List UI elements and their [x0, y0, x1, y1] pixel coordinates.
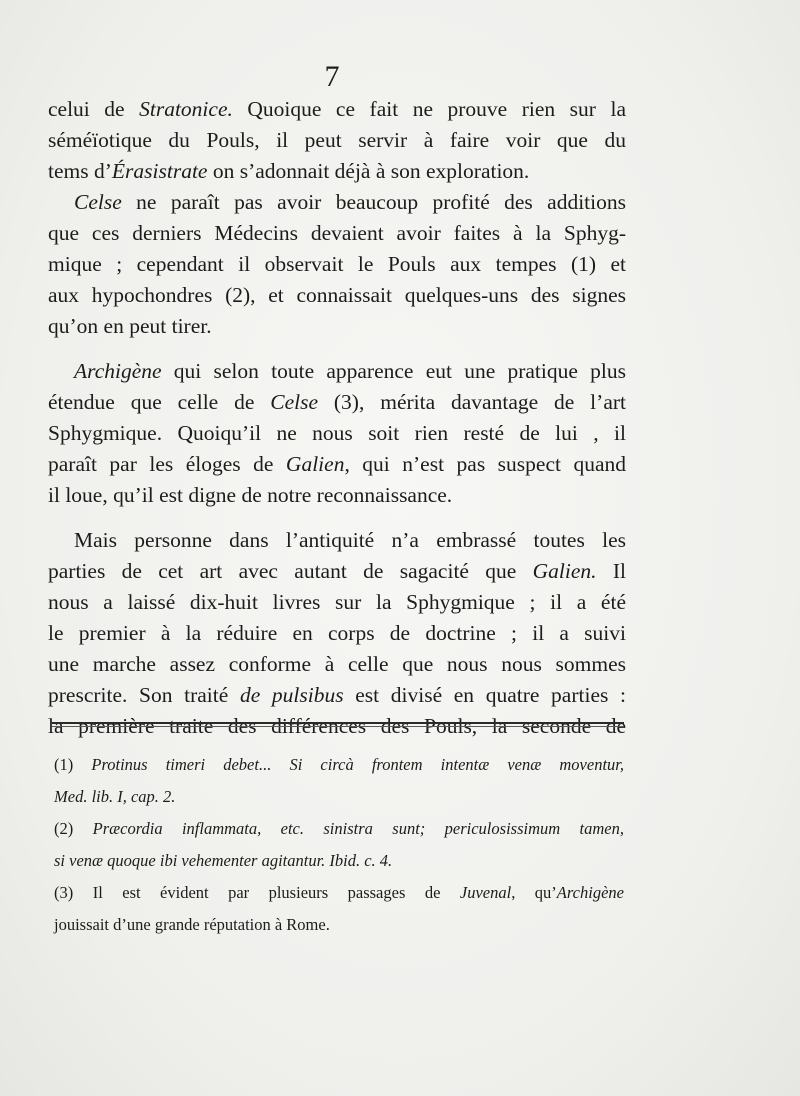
- page-number: 7: [324, 60, 340, 93]
- text-span: on s’adonnait déjà à son exploration.: [207, 159, 530, 183]
- text-span: Quoique ce fait ne prouve rien sur la: [232, 97, 626, 121]
- text-line: [48, 187, 626, 218]
- footnote-3: [54, 880, 624, 938]
- text-line: [48, 356, 626, 387]
- text-line: une marche assez conforme à celle que nous nous sommes: [48, 652, 626, 676]
- text-span: (3), mérita davantage de l’art: [318, 390, 626, 414]
- footnote-number: (2): [54, 819, 93, 838]
- text-span: ne paraît pas avoir beaucoup profité des additions: [121, 190, 626, 214]
- text-line: que ces derniers Médecins devaient avoir faites à la Sphyg-: [48, 221, 626, 245]
- italic-name: Celse: [270, 390, 319, 414]
- text-line: séméïotique du Pouls, il peut servir à faire voir que du: [48, 128, 626, 152]
- main-text: [48, 94, 626, 742]
- footnote-text: , qu’: [511, 883, 557, 902]
- footnote-text: Protinus timeri debet... Si circà frontem intentæ venæ moventur,: [91, 755, 624, 774]
- text-line: Mais personne dans l’antiquité n’a embrassé toutes les: [74, 528, 626, 552]
- italic-name: Archigène: [556, 883, 624, 902]
- italic-title: de pulsibus: [239, 683, 344, 707]
- text-line: [48, 387, 626, 418]
- text-span: prescrite. Son traité: [48, 683, 240, 707]
- footnote-line: jouissait d’une grande réputation à Rome.: [54, 915, 330, 934]
- italic-name: Celse: [74, 190, 122, 214]
- text-span: qui selon toute apparence eut une pratique plus: [161, 359, 626, 383]
- text-line: Sphygmique. Quoiqu’il ne nous soit rien resté de lui , il: [48, 421, 626, 445]
- footnote-number: (1): [54, 755, 92, 774]
- text-line: qu’on en peut tirer.: [48, 314, 212, 338]
- footnote-line: [54, 880, 624, 906]
- text-span: tems d’: [48, 159, 112, 183]
- text-line: [48, 94, 626, 125]
- footnote-line: si venæ quoque ibi vehementer agitantur. Ibid. c. 4.: [54, 851, 393, 870]
- footnote-divider: [52, 722, 624, 724]
- text-line: [48, 449, 626, 480]
- text-line: [48, 556, 626, 587]
- footnote-number: (3): [54, 883, 93, 902]
- italic-name: Érasistrate: [111, 159, 208, 183]
- italic-name: Juvenal: [459, 883, 512, 902]
- footnote-line: [54, 752, 624, 778]
- text-line: nous a laissé dix-huit livres sur la Sphygmique ; il a été: [48, 590, 626, 614]
- text-line: [48, 156, 626, 187]
- text-span: est divisé en quatre parties :: [343, 683, 626, 707]
- italic-name: Galien: [285, 452, 345, 476]
- footnote-line: Med. lib. I, cap. 2.: [54, 787, 176, 806]
- footnote-2: [54, 816, 624, 874]
- footnote-text: Præcordia inflammata, etc. sinistra sunt; periculosissimum tamen,: [92, 819, 624, 838]
- footnote-line: [54, 816, 624, 842]
- text-line: aux hypochondres (2), et connaissait quelques-uns des signes: [48, 283, 626, 307]
- italic-name: Archigène: [74, 359, 162, 383]
- text-line: la première traite des différences des Pouls, la seconde de: [48, 714, 626, 738]
- footnotes: [54, 752, 624, 944]
- text-line: il loue, qu’il est digne de notre reconnaissance.: [48, 483, 453, 507]
- text-line: mique ; cependant il observait le Pouls aux tempes (1) et: [48, 252, 626, 276]
- text-span: Il: [596, 559, 626, 583]
- italic-name: Galien.: [532, 559, 597, 583]
- text-line: le premier à la réduire en corps de doctrine ; il a suivi: [48, 621, 626, 645]
- text-line: [48, 680, 626, 711]
- text-span: étendue que celle de: [48, 390, 271, 414]
- footnote-1: [54, 752, 624, 810]
- footnote-divider-thin: [52, 726, 624, 727]
- text-span: parties de cet art avec autant de sagacité que: [48, 559, 533, 583]
- text-span: paraît par les éloges de: [48, 452, 286, 476]
- text-span: , qui n’est pas suspect quand: [344, 452, 627, 476]
- italic-name: Stratonice.: [139, 97, 233, 121]
- text-span: celui de: [48, 97, 140, 121]
- footnote-text: Il est évident par plusieurs passages de: [92, 883, 460, 902]
